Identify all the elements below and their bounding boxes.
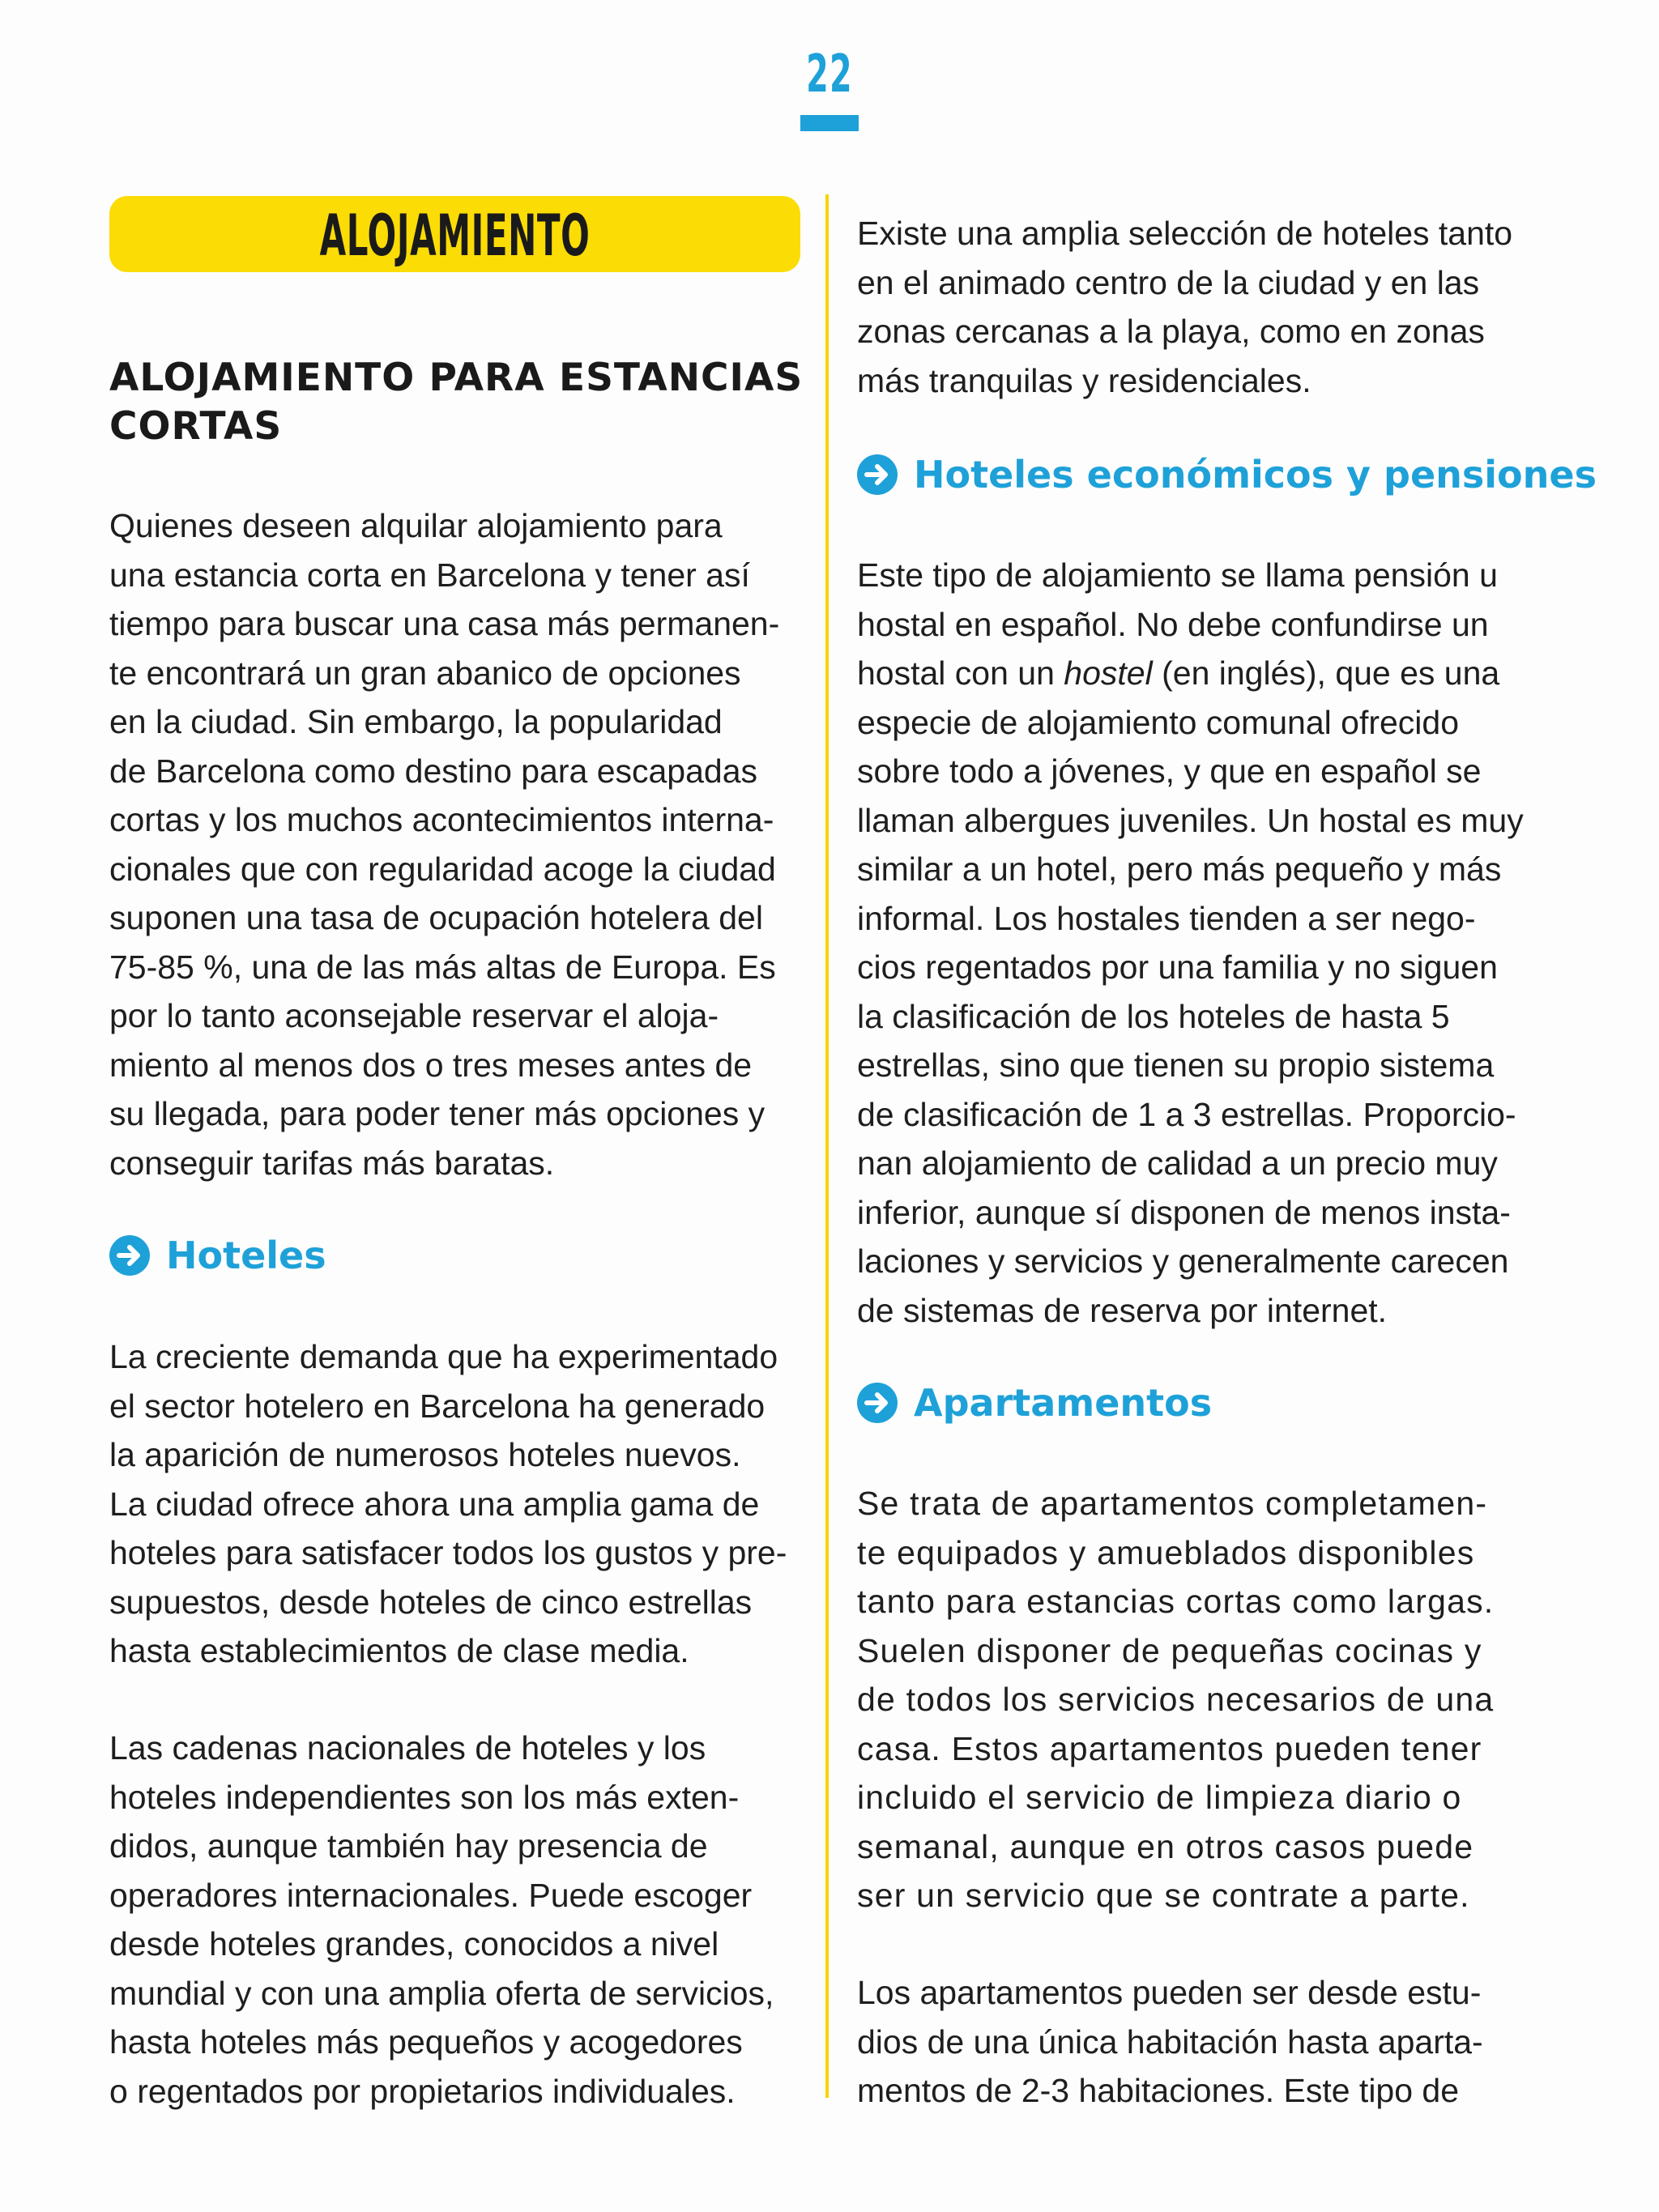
- left-heading-line: CORTAS: [109, 404, 283, 449]
- text-line: ser un servicio que se contrate a parte.: [857, 1877, 1470, 1914]
- text-line: te encontrará un gran abanico de opciones: [109, 654, 741, 692]
- page-number: 22: [806, 45, 853, 104]
- text-line: casa. Estos apartamentos pueden tener: [857, 1729, 1482, 1767]
- emphasis-hostel: hostel: [1064, 654, 1153, 692]
- hotels-title: Hoteles: [166, 1234, 326, 1277]
- text-fragment: hostal con un: [857, 654, 1064, 692]
- budget-hotels-title: Hoteles económicos y pensiones: [914, 453, 1597, 497]
- text-line: en la ciudad. Sin embargo, la popularidad: [109, 703, 723, 740]
- text-line: La creciente demanda que ha experimentado: [109, 1338, 778, 1375]
- text-line: te equipados y amueblados disponibles: [857, 1533, 1475, 1571]
- hotels-paragraph-2: [109, 1724, 774, 2116]
- text-line: cios regentados por una familia y no siguen: [857, 948, 1498, 986]
- text-line: el sector hotelero en Barcelona ha generado: [109, 1387, 766, 1425]
- text-line: por lo tanto aconsejable reservar el aloja-: [109, 997, 719, 1034]
- text-line: tanto para estancias cortas como largas.: [857, 1583, 1495, 1620]
- text-line: sobre todo a jóvenes, y que en español se: [857, 752, 1482, 790]
- text-line: supuestos, desde hoteles de cinco estrellas: [109, 1583, 753, 1621]
- text-line: estrellas, sino que tienen su propio sistema: [857, 1046, 1495, 1084]
- text-line: incluido el servicio de limpieza diario o: [857, 1779, 1462, 1816]
- text-line: similar a un hotel, pero más pequeño y más: [857, 850, 1502, 888]
- hotels-paragraph-1: [109, 1332, 787, 1676]
- text-line: una estancia corta en Barcelona y tener así: [109, 556, 750, 594]
- page-number-underline: [800, 115, 859, 131]
- budget-hotels-paragraph: [857, 551, 1524, 1335]
- text-line: inferior, aunque sí disponen de menos insta-: [857, 1193, 1511, 1231]
- text-line: de sistemas de reserva por internet.: [857, 1291, 1388, 1329]
- column-divider: [825, 194, 829, 2098]
- text-line: especie de alojamiento comunal ofrecido: [857, 703, 1460, 741]
- text-line: hostal en español. No debe confundirse un: [857, 605, 1489, 643]
- text-line: cortas y los muchos acontecimientos interna-: [109, 801, 774, 838]
- text-line: o regentados por propietarios individuales.: [109, 2072, 736, 2110]
- text-line: La ciudad ofrece ahora una amplia gama de: [109, 1485, 760, 1523]
- section-banner: [109, 196, 800, 272]
- left-heading-line: ALOJAMIENTO PARA ESTANCIAS: [109, 356, 804, 400]
- text-line: tiempo para buscar una casa más permanen-: [109, 605, 780, 642]
- left-heading: [109, 354, 803, 451]
- text-line: didos, aunque también hay presencia de: [109, 1827, 708, 1865]
- text-line: dios de una única habitación hasta aparta-: [857, 2022, 1483, 2061]
- text-line: mundial y con una amplia oferta de servicios,: [109, 1974, 774, 2012]
- text-line: Quienes deseen alquilar alojamiento para: [109, 507, 723, 544]
- text-line: Las cadenas nacionales de hoteles y los: [109, 1729, 706, 1767]
- text-line: desde hoteles grandes, conocidos a nivel: [109, 1925, 719, 1963]
- text-line: la aparición de numerosos hoteles nuevos.: [109, 1436, 741, 1473]
- text-line: hoteles para satisfacer todos los gustos y pre-: [109, 1534, 787, 1571]
- text-line: de todos los servicios necesarios de una: [857, 1681, 1495, 1718]
- text-line: suponen una tasa de ocupación hotelera del: [109, 899, 763, 936]
- arrow-circle-right-icon: [857, 454, 898, 495]
- text-line: Este tipo de alojamiento se llama pensión u: [857, 556, 1498, 594]
- text-line: hasta establecimientos de clase media.: [109, 1632, 689, 1669]
- text-line: nan alojamiento de calidad a un precio muy: [857, 1144, 1498, 1182]
- text-line: operadores internacionales. Puede escoger: [109, 1876, 753, 1914]
- text-line: de clasificación de 1 a 3 estrellas. Proporcio-: [857, 1095, 1516, 1133]
- text-line: Suelen disponer de pequeñas cocinas y: [857, 1631, 1482, 1669]
- arrow-circle-right-icon: [857, 1383, 898, 1423]
- intro-paragraph: [109, 501, 779, 1187]
- text-line: mentos de 2-3 habitaciones. Este tipo de: [857, 2072, 1460, 2109]
- apartments-paragraph-2: [857, 1968, 1483, 2116]
- text-line: más tranquilas y residenciales.: [857, 361, 1311, 399]
- text-line: 75-85 %, una de las más altas de Europa. Es: [109, 948, 776, 986]
- text-line: su llegada, para poder tener más opciones y: [109, 1095, 766, 1132]
- text-fragment: (en inglés), que es una: [1152, 654, 1500, 692]
- text-line: semanal, aunque en otros casos puede: [857, 1827, 1474, 1865]
- right-intro-paragraph: [857, 209, 1512, 405]
- apartments-paragraph-1: [857, 1479, 1494, 1920]
- section-title: ALOJAMIENTO: [319, 202, 591, 269]
- text-line: la clasificación de los hoteles de hasta 5: [857, 997, 1450, 1035]
- text-line: Se trata de apartamentos completamen-: [857, 1485, 1488, 1522]
- hotels-subheading: [109, 1231, 326, 1280]
- text-line: [857, 649, 1524, 698]
- text-line: llaman albergues juveniles. Un hostal es muy: [857, 801, 1524, 839]
- apartments-title: Apartamentos: [914, 1381, 1213, 1425]
- text-line: miento al menos dos o tres meses antes de: [109, 1046, 753, 1084]
- text-line: informal. Los hostales tienden a ser nego-: [857, 899, 1476, 937]
- text-line: de Barcelona como destino para escapadas: [109, 752, 758, 790]
- text-line: en el animado centro de la ciudad y en las: [857, 263, 1480, 301]
- text-line: conseguir tarifas más baratas.: [109, 1144, 555, 1182]
- apartments-subheading: [857, 1379, 1212, 1427]
- text-line: hoteles independientes son los más exten-: [109, 1778, 740, 1816]
- text-line: zonas cercanas a la playa, como en zonas: [857, 313, 1485, 350]
- budget-hotels-subheading: [857, 450, 1597, 499]
- text-line: hasta hoteles más pequeños y acogedores: [109, 2023, 743, 2061]
- arrow-circle-right-icon: [109, 1235, 150, 1276]
- text-line: Existe una amplia selección de hoteles tanto: [857, 215, 1513, 252]
- text-line: cionales que con regularidad acoge la ciudad: [109, 850, 776, 888]
- text-line: laciones y servicios y generalmente carecen: [857, 1242, 1509, 1280]
- text-line: Los apartamentos pueden ser desde estu-: [857, 1974, 1482, 2011]
